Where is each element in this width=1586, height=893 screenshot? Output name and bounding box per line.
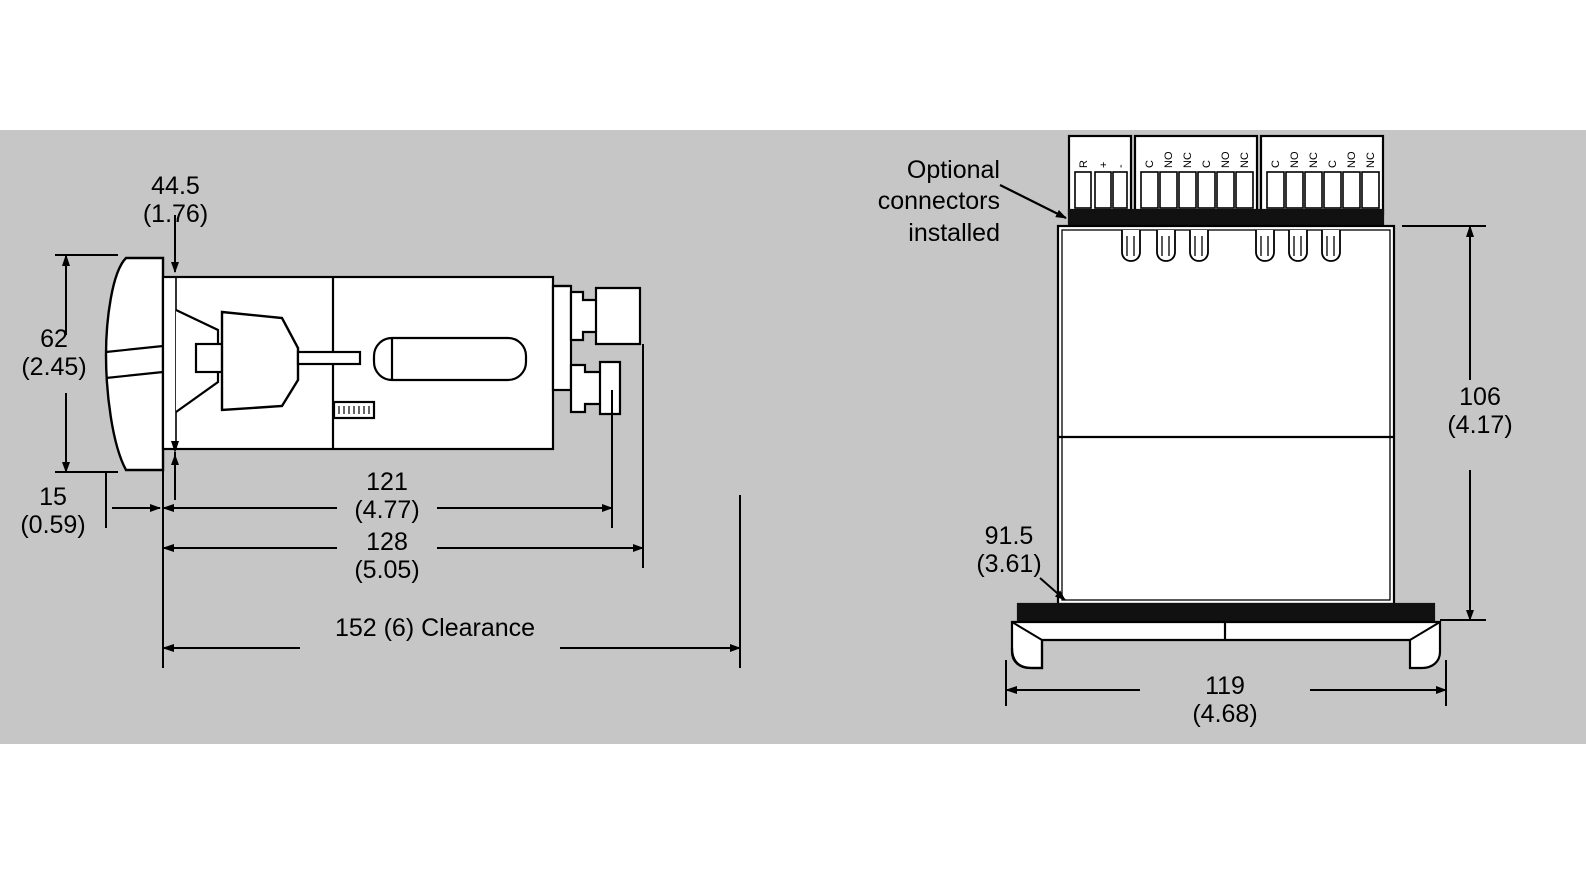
dim-value-106: 106 — [1459, 383, 1501, 411]
dim-value-5-05: (5.05) — [354, 556, 420, 584]
svg-text:NC: NC — [1239, 152, 1251, 168]
dim-label-panel-depth-91-5 — [950, 522, 1068, 578]
svg-text:C: C — [1201, 160, 1213, 168]
svg-text:NO: NO — [1346, 151, 1358, 168]
note-line-1: Optional — [906, 156, 1000, 184]
svg-text:NC: NC — [1308, 152, 1320, 168]
dim-value-3-61: (3.61) — [976, 550, 1042, 578]
dim-value-128: 128 — [366, 528, 408, 556]
dim-value-44-5: 44.5 — [151, 172, 200, 200]
dim-value-4-17: (4.17) — [1447, 411, 1513, 439]
dim-value-62: 62 — [40, 325, 68, 353]
svg-text:C: C — [1327, 160, 1339, 168]
dim-label-depth-128 — [325, 528, 449, 584]
side-view-bezel — [106, 258, 163, 470]
dim-value-4-77: (4.77) — [354, 496, 420, 524]
svg-text:+: + — [1098, 161, 1110, 168]
leader-optional-connectors — [1000, 185, 1066, 218]
dim-value-2-45: (2.45) — [21, 353, 87, 381]
svg-text:NC: NC — [1365, 152, 1377, 168]
rear-view-terminal-blocks — [1069, 136, 1383, 226]
dim-value-91-5: 91.5 — [984, 522, 1034, 550]
svg-text:C: C — [1270, 160, 1282, 168]
side-view-rear-connectors — [571, 288, 640, 414]
dim-label-bezel-15 — [0, 483, 106, 539]
dim-value-4-68: (4.68) — [1192, 700, 1258, 728]
dim-value-15: 15 — [39, 483, 67, 511]
dim-value-0-59: (0.59) — [20, 511, 86, 539]
dim-label-height-106 — [1420, 383, 1540, 439]
svg-text:NO: NO — [1220, 151, 1232, 168]
svg-text:R: R — [1078, 160, 1090, 168]
svg-text:C: C — [1144, 160, 1156, 168]
note-optional-connectors — [800, 155, 1000, 249]
dim-value-121: 121 — [366, 468, 408, 496]
note-line-2: connectors — [877, 187, 1000, 216]
dim-label-bezel-depth — [108, 172, 243, 228]
dim-value-1-76: (1.76) — [142, 200, 209, 228]
dim-label-height-62 — [0, 325, 108, 381]
dim-label-width-119 — [1162, 672, 1288, 728]
svg-text:NC: NC — [1182, 152, 1194, 168]
rear-view-bezel — [1012, 604, 1440, 668]
note-line-3: installed — [908, 218, 1000, 247]
rear-view-case — [1058, 226, 1394, 604]
dim-value-119: 119 — [1205, 672, 1245, 700]
dim-label-clearance-152 — [275, 614, 595, 642]
svg-text:NO: NO — [1163, 151, 1175, 168]
dim-value-152-clearance: 152 (6) Clearance — [334, 614, 536, 642]
dim-label-depth-121 — [325, 468, 449, 524]
svg-text:NO: NO — [1289, 151, 1301, 168]
svg-text:-: - — [1115, 164, 1127, 168]
